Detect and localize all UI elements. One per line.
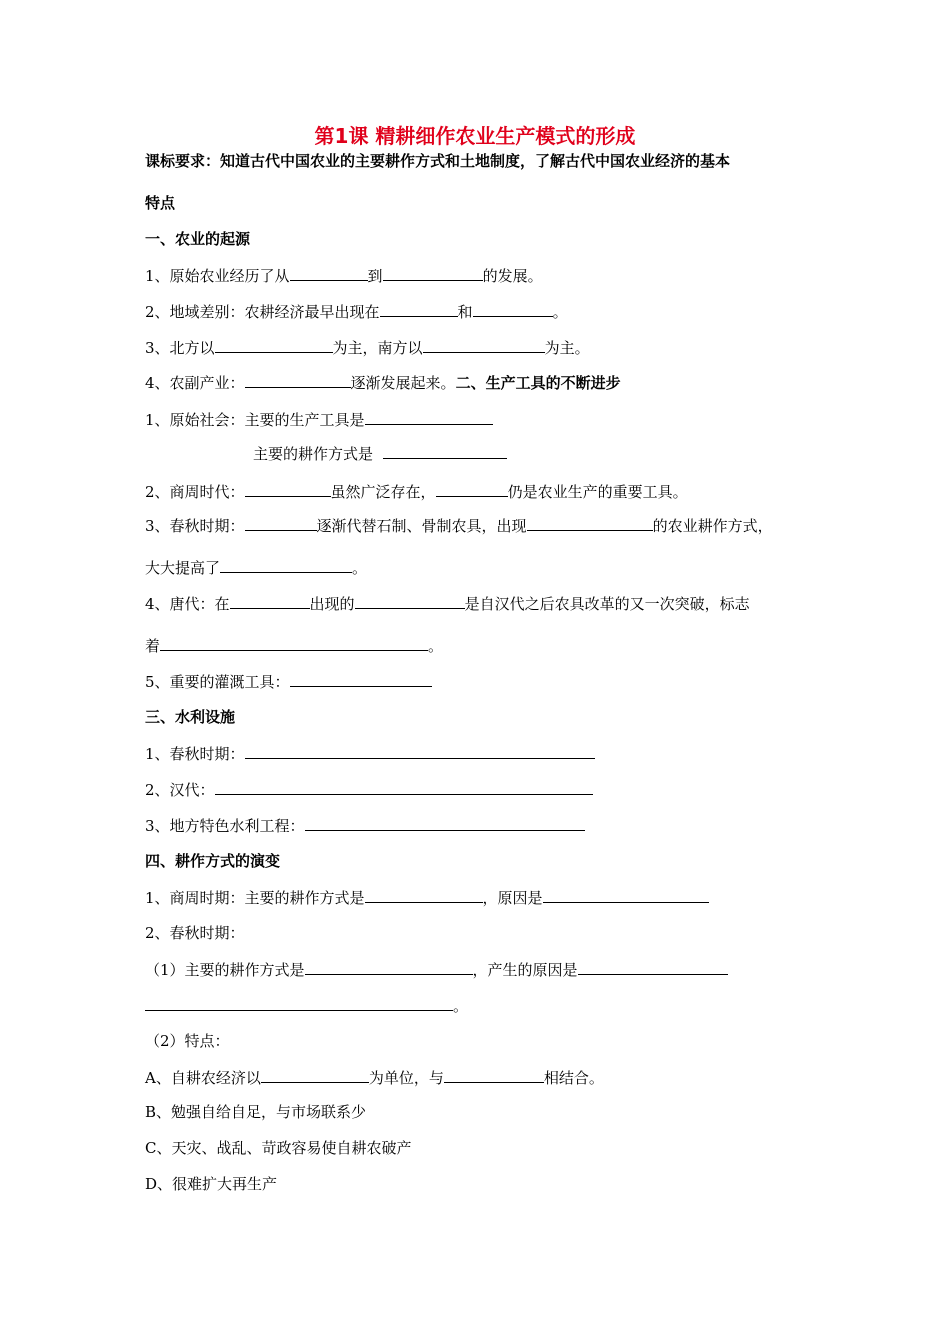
- text: 4、唐代：在: [145, 595, 230, 613]
- blank[interactable]: [305, 814, 585, 831]
- blank[interactable]: [145, 994, 453, 1011]
- blank[interactable]: [380, 300, 458, 317]
- blank[interactable]: [355, 592, 465, 609]
- text: 。: [552, 303, 568, 321]
- question-2-5: [145, 670, 432, 693]
- text: 逐渐发展起来。: [350, 374, 456, 392]
- text: 到: [367, 267, 383, 285]
- blank[interactable]: [261, 1066, 369, 1083]
- question-1-4: [145, 371, 621, 394]
- blank[interactable]: [245, 742, 595, 759]
- text: 5、重要的灌溉工具：: [145, 673, 290, 691]
- blank[interactable]: [423, 336, 545, 353]
- text: 1、原始社会：主要的生产工具是: [145, 411, 365, 429]
- text: 1、商周时期：主要的耕作方式是: [145, 889, 365, 907]
- text: A、自耕农经济以: [145, 1069, 261, 1087]
- text: 逐渐代替石制、骨制农具，出现: [316, 517, 527, 535]
- section-heading-irrigation: 三、水利设施: [145, 708, 236, 726]
- question-4-2-1b: [145, 994, 468, 1017]
- text: 着: [145, 637, 161, 655]
- section-heading-origin: 一、农业的起源: [145, 230, 251, 248]
- question-3-1: [145, 742, 595, 765]
- text: 2、地域差别：农耕经济最早出现在: [145, 303, 380, 321]
- question-2-1a: [145, 408, 493, 431]
- question-2-3a: [145, 514, 773, 537]
- text: 1、春秋时期：: [145, 745, 245, 763]
- question-2-1b: [253, 442, 507, 465]
- text: 虽然广泛存在，: [330, 483, 436, 501]
- text: 1、原始农业经历了从: [145, 267, 290, 285]
- question-4-2: 2、春秋时期：: [145, 924, 245, 942]
- blank[interactable]: [436, 480, 508, 497]
- text: 2、汉代：: [145, 781, 215, 799]
- blank[interactable]: [290, 264, 368, 281]
- text: 相结合。: [543, 1069, 604, 1087]
- question-4-2-2: （2）特点：: [145, 1032, 230, 1050]
- text: 。: [352, 559, 368, 577]
- option-d: D、很难扩大再生产: [145, 1175, 278, 1193]
- question-1-3: [145, 336, 590, 359]
- blank[interactable]: [527, 514, 653, 531]
- text: 。: [428, 637, 444, 655]
- blank[interactable]: [543, 886, 709, 903]
- question-3-3: [145, 814, 585, 837]
- question-2-2: [145, 480, 688, 503]
- question-2-3b: [145, 556, 367, 579]
- blank[interactable]: [473, 300, 553, 317]
- text: ，原因是: [482, 889, 543, 907]
- text: 是自汉代之后农具改革的又一次突破，标志: [464, 595, 750, 613]
- question-4-2-1a: [145, 958, 728, 981]
- question-2-4b: [145, 634, 443, 657]
- text: 4、农副产业：: [145, 374, 245, 392]
- text: 。: [453, 997, 469, 1015]
- blank[interactable]: [365, 408, 493, 425]
- blank[interactable]: [305, 958, 473, 975]
- blank[interactable]: [290, 670, 432, 687]
- text: （1）主要的耕作方式是: [145, 961, 305, 979]
- curriculum-standard-line1: 课标要求：知道古代中国农业的主要耕作方式和土地制度，了解古代中国农业经济的基本: [145, 152, 731, 170]
- blank[interactable]: [365, 886, 483, 903]
- blank[interactable]: [245, 371, 351, 388]
- blank[interactable]: [383, 442, 507, 459]
- text: 3、北方以: [145, 339, 215, 357]
- question-3-2: [145, 778, 593, 801]
- option-c: C、天灾、战乱、苛政容易使自耕农破产: [145, 1139, 412, 1157]
- blank[interactable]: [215, 778, 593, 795]
- text: 仍是农业生产的重要工具。: [507, 483, 688, 501]
- question-1-2: [145, 300, 568, 323]
- blank[interactable]: [444, 1066, 544, 1083]
- option-a: [145, 1066, 604, 1089]
- text: 大大提高了: [145, 559, 221, 577]
- option-b: B、勉强自给自足，与市场联系少: [145, 1103, 367, 1121]
- text: ，产生的原因是: [472, 961, 578, 979]
- text: 和: [457, 303, 473, 321]
- text: 为单位，与: [368, 1069, 444, 1087]
- text: 为主。: [544, 339, 590, 357]
- blank[interactable]: [220, 556, 352, 573]
- text: 3、地方特色水利工程：: [145, 817, 305, 835]
- blank[interactable]: [245, 480, 331, 497]
- curriculum-standard-line2: 特点: [145, 194, 176, 212]
- text: 3、春秋时期：: [145, 517, 245, 535]
- text: 主要的耕作方式是: [253, 445, 374, 463]
- blank[interactable]: [245, 514, 317, 531]
- blank[interactable]: [160, 634, 428, 651]
- section-heading-farming: 四、耕作方式的演变: [145, 852, 281, 870]
- blank[interactable]: [578, 958, 728, 975]
- blank[interactable]: [383, 264, 483, 281]
- question-4-1: [145, 886, 709, 909]
- lesson-title: 第1课 精耕细作农业生产模式的形成: [314, 124, 636, 148]
- text: 的发展。: [482, 267, 543, 285]
- section-heading-tools: 二、生产工具的不断进步: [455, 374, 621, 392]
- text: 出现的: [309, 595, 355, 613]
- blank[interactable]: [230, 592, 310, 609]
- text: 的农业耕作方式，: [652, 517, 773, 535]
- text: 2、商周时代：: [145, 483, 245, 501]
- question-2-4a: [145, 592, 750, 615]
- question-1-1: [145, 264, 543, 287]
- text: 为主，南方以: [332, 339, 423, 357]
- blank[interactable]: [215, 336, 333, 353]
